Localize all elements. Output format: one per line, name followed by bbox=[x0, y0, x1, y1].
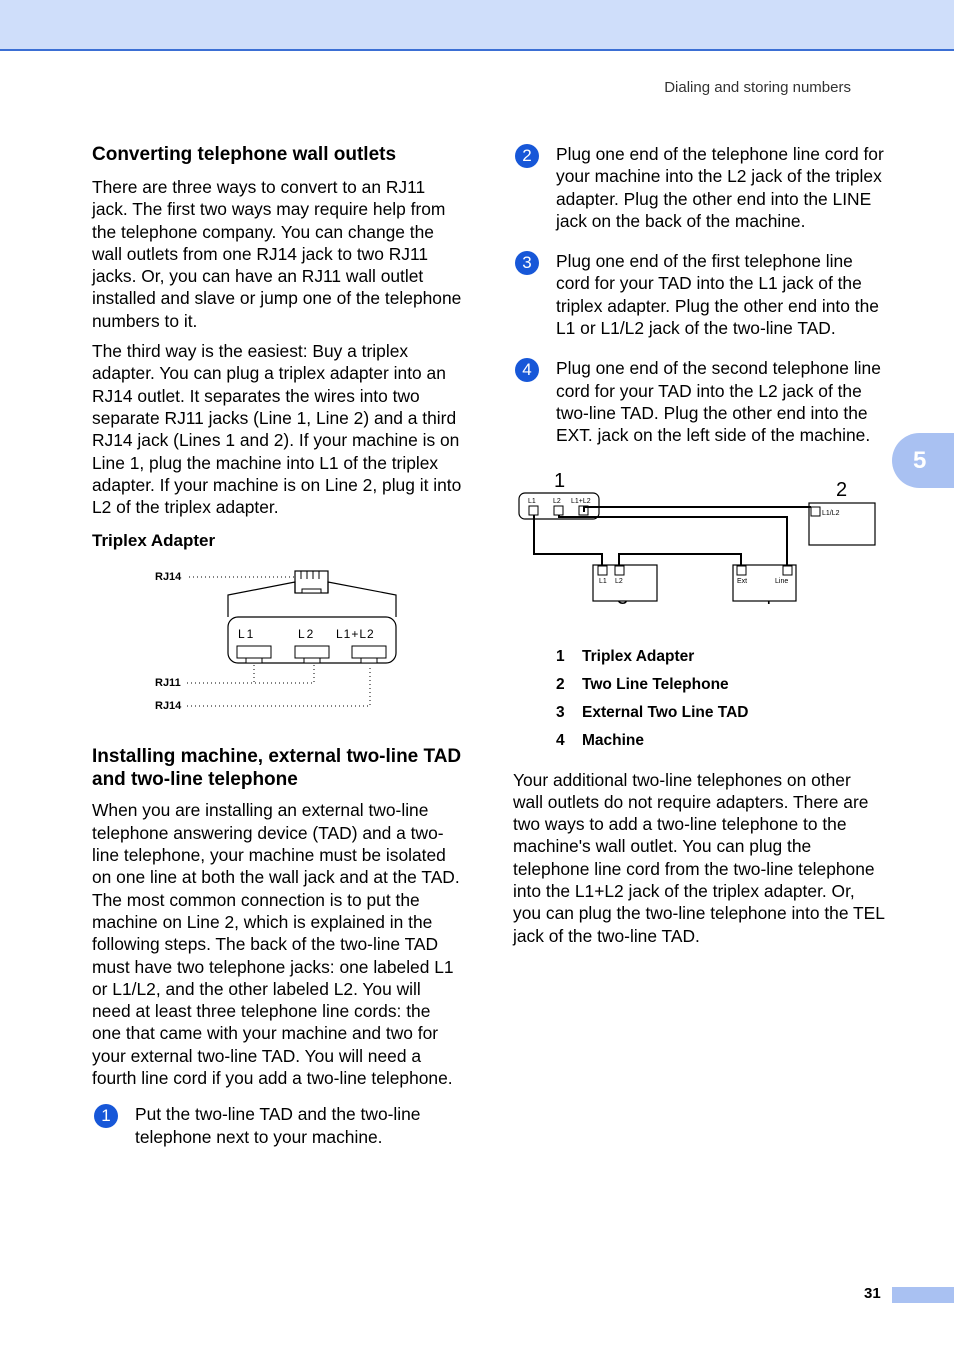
paragraph-additional-phones: Your additional two-line telephones on other wall outlets do not require adapters. There are two ways to add a two-line telephone to the machine's wall outlet. You can plug the telephone line cord from the two-line telephone into the L1+L2 jack of the triplex adapter. Or, you can plug the two-line telephone into the TEL jack of the two-line TAD. bbox=[513, 769, 885, 946]
running-head: Dialing and storing numbers bbox=[664, 79, 851, 96]
step-4-badge: 4 bbox=[515, 358, 539, 382]
label-rj11: RJ11 bbox=[155, 677, 181, 690]
chapter-tab[interactable]: 5 bbox=[892, 433, 954, 488]
machine-jack-label-line: Line bbox=[775, 577, 789, 585]
diagram-legend bbox=[513, 647, 885, 759]
jack-l1-latch bbox=[246, 658, 262, 663]
step-1-text: Put the two-line TAD and the two-line telephone next to your machine. bbox=[135, 1104, 421, 1147]
step-3-badge: 3 bbox=[515, 251, 539, 275]
legend-item: 4 Machine bbox=[556, 731, 645, 749]
cord-l2-to-machine-line bbox=[559, 515, 787, 566]
cord-tad-l2-to-machine-ext bbox=[619, 554, 741, 566]
cord-l1l2-to-phone bbox=[584, 507, 811, 512]
adapter-housing-left bbox=[228, 582, 295, 617]
legend-item: 3 External Two Line TAD bbox=[556, 703, 749, 721]
step-4-text: Plug one end of the second telephone line cord for your TAD into the L2 jack of the two-line TAD. Plug the other end into the EXT. jack on the left side of the machine. bbox=[556, 358, 881, 446]
triplex-adapter-figure bbox=[92, 555, 464, 715]
step-4 bbox=[513, 357, 885, 446]
page-number: 31 bbox=[864, 1285, 881, 1302]
adapter-jack-label-l2: L2 bbox=[553, 497, 561, 505]
jack-l1l2-latch bbox=[361, 658, 377, 663]
section-title-converting: Converting telephone wall outlets bbox=[92, 144, 397, 165]
step-2-text: Plug one end of the telephone line cord for your machine into the L2 jack of the triplex adapter. Plug the other end into the LINE jack on the back of the machine. bbox=[556, 144, 884, 231]
callout-2: 2 bbox=[836, 478, 848, 501]
legend-item: 2 Two Line Telephone bbox=[556, 675, 729, 693]
phone-jack bbox=[811, 507, 820, 516]
tad-jack-label-l2: L2 bbox=[615, 577, 623, 585]
step-3 bbox=[513, 250, 885, 339]
machine-jack-ext bbox=[737, 566, 746, 575]
step-1-badge: 1 bbox=[94, 1104, 118, 1128]
jack-l1l2 bbox=[352, 646, 386, 658]
adapter-jack-label-l1l2: L1+L2 bbox=[571, 497, 591, 505]
jack-label-l2: L2 bbox=[298, 627, 316, 642]
step-1 bbox=[92, 1103, 464, 1148]
legend-item: 1 Triplex Adapter bbox=[556, 647, 695, 665]
step-2-badge: 2 bbox=[515, 144, 539, 168]
jack-l2-latch bbox=[304, 658, 320, 663]
phone-jack-label: L1/L2 bbox=[822, 509, 840, 517]
adapter-housing-right bbox=[328, 582, 396, 617]
tad-jack-l1 bbox=[598, 566, 607, 575]
page-number-bar bbox=[892, 1287, 954, 1303]
connection-diagram bbox=[513, 465, 885, 625]
machine-jack-label-ext: Ext bbox=[737, 577, 748, 585]
header-bar bbox=[0, 0, 954, 51]
jack-label-l1: L1 bbox=[238, 627, 256, 642]
adapter-jack-l2 bbox=[554, 506, 563, 515]
jack-l1 bbox=[237, 646, 271, 658]
cord-l1-to-tad bbox=[534, 515, 602, 566]
tad-jack-label-l1: L1 bbox=[599, 577, 607, 585]
left-column bbox=[92, 143, 464, 1156]
plug-latch bbox=[302, 589, 321, 593]
jack-label-l1l2: L1+L2 bbox=[336, 627, 375, 642]
section-title-installing: Installing machine, external two-line TAD and two-line telephone bbox=[92, 746, 462, 791]
adapter-jack-l1 bbox=[529, 506, 538, 515]
adapter-jack-label-l1: L1 bbox=[528, 497, 536, 505]
leader-rj11 bbox=[187, 665, 314, 683]
step-3-text: Plug one end of the first telephone line cord for your TAD into the L1 jack of the triplex adapter. Plug the other end into the L1 or L1/L2 jack of the two-line TAD. bbox=[556, 251, 879, 339]
paragraph-triplex: The third way is the easiest: Buy a triplex adapter. You can plug a triplex adapter into an RJ14 outlet. It separates the wires into two separate RJ11 jacks (Line 1, Line 2) and a third RJ14 jack (Lines 1 and 2). If your machine is on Line 1, plug the machine into L1 of the triplex adapter. If your machine is on Line 2, plug it into L2 of the triplex adapter. bbox=[92, 341, 462, 518]
right-column bbox=[513, 143, 885, 955]
callout-1: 1 bbox=[554, 469, 566, 492]
paragraph-installing: When you are installing an external two-line telephone answering device (TAD) and a two-line telephone, your machine must be isolated on one line at both the wall jack and at the TAD. The most common connection is to put the machine on Line 2, which is explained in the following steps. The back of the two-line TAD must have two telephone jacks: one labeled L1 or L1/L2, and the other labeled L2. You will need at least three telephone line cords: the one that came with your machine and two for your external two-line TAD. You will need a fourth line cord if you add a two-line telephone. bbox=[92, 800, 460, 1089]
tad-jack-l2 bbox=[615, 566, 624, 575]
label-rj14-bottom: RJ14 bbox=[155, 700, 182, 713]
jack-l2 bbox=[295, 646, 329, 658]
machine-jack-line bbox=[783, 566, 792, 575]
label-rj14-top: RJ14 bbox=[155, 571, 182, 584]
leader-rj14-bottom bbox=[187, 665, 370, 706]
triplex-adapter-heading: Triplex Adapter bbox=[92, 531, 216, 551]
step-2 bbox=[513, 143, 885, 232]
paragraph-rj11-ways: There are three ways to convert to an RJ11 jack. The first two ways may require help from the telephone company. You can change the wall outlets from one RJ14 jack to two RJ11 jacks. Or, you can have an RJ11 wall outlet installed and slave or jump one of the telephone numbers to it. bbox=[92, 177, 462, 331]
